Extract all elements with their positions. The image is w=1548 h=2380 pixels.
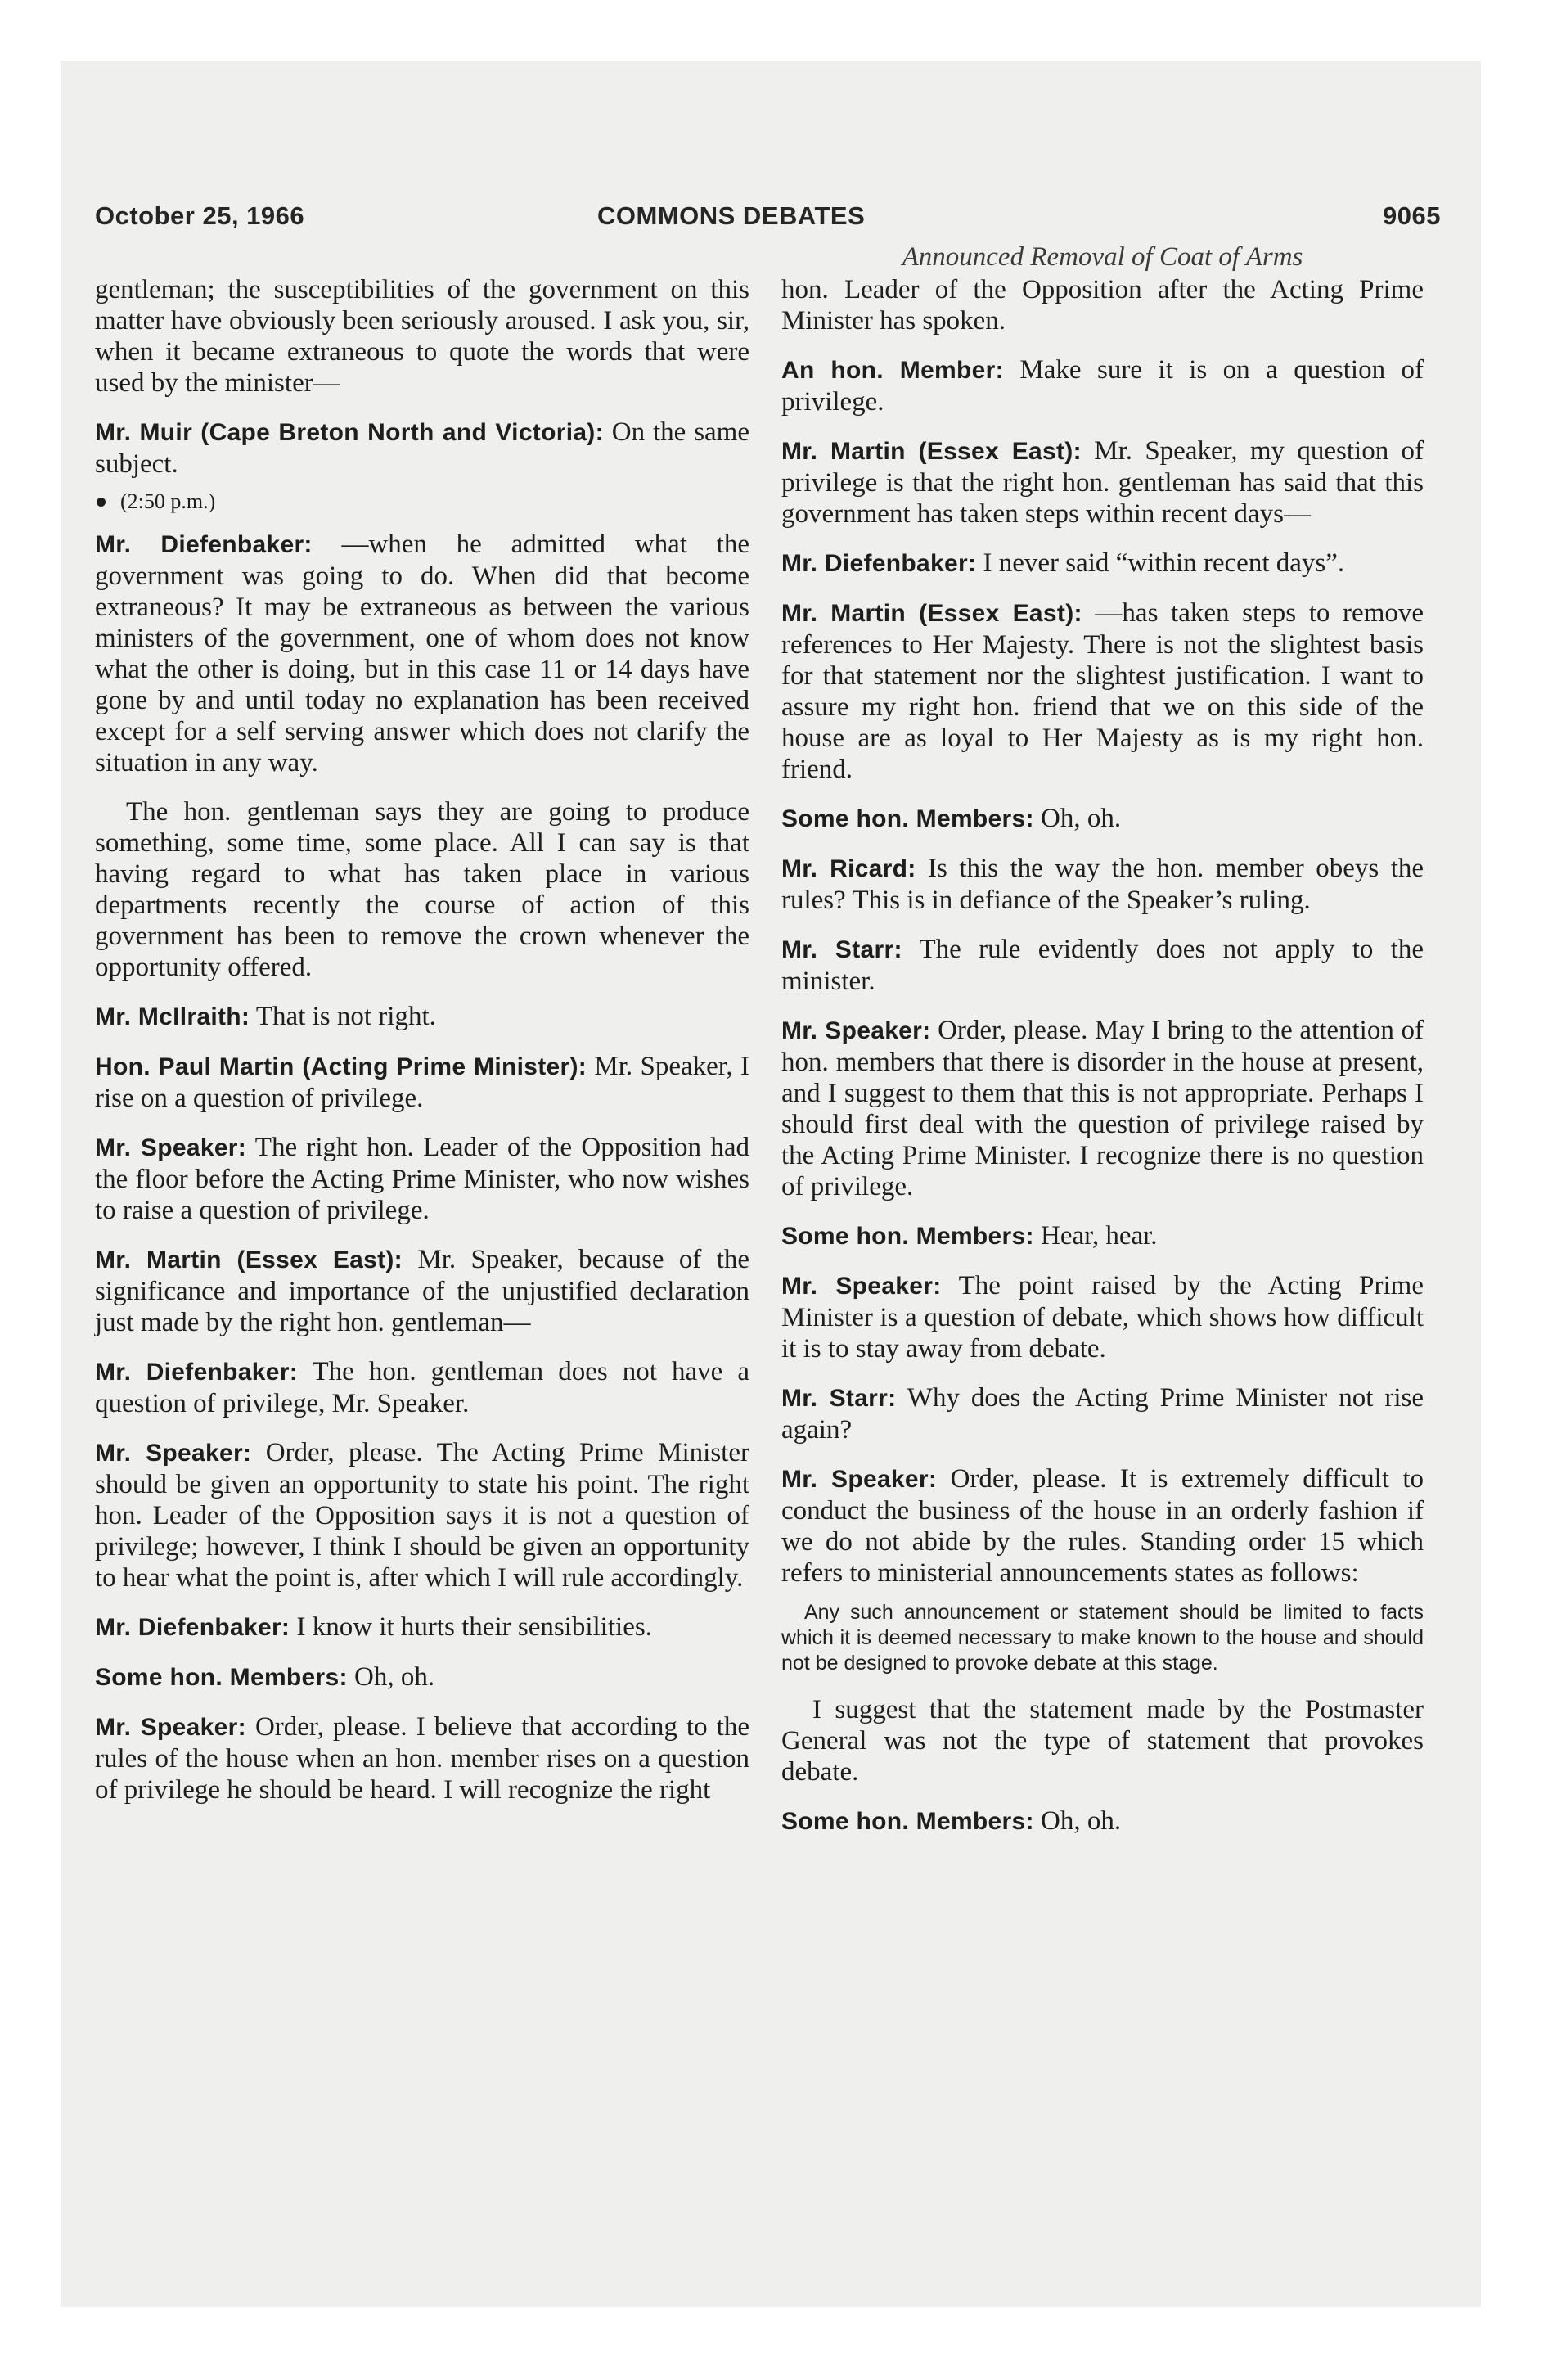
speaker-text: Order, please. I believe that according to the rules of the house when an hon. member rises on a question of privilege he should be heard. I will recognize the right — [95, 1712, 749, 1805]
speaker-text: Hear, hear. — [1041, 1221, 1158, 1251]
page-number: 9065 — [1383, 201, 1441, 230]
paragraph — [781, 597, 1424, 785]
speaker-name: Some hon. Members: — [781, 1223, 1034, 1250]
speaker-name: Mr. Diefenbaker: — [781, 550, 977, 577]
speaker-name: Mr. Diefenbaker: — [95, 1359, 299, 1386]
paragraph — [95, 796, 749, 983]
speaker-name: Mr. McIlraith: — [95, 1003, 250, 1030]
bullet-icon — [97, 498, 106, 507]
speaker-text: I never said “within recent days”. — [983, 548, 1345, 578]
speaker-name: Mr. Speaker: — [95, 1134, 247, 1161]
paragraph — [781, 1220, 1424, 1252]
speaker-text: Order, please. The Acting Prime Minister should be given an opportunity to state his point. The right hon. Leader of the Opposition says it is not a question of privilege; however, I think I should be given an opportunity to hear what the point is, after which I will rule accordingly. — [95, 1438, 749, 1593]
speaker-text: The hon. gentleman says they are going to produce something, some time, some place. All I can say is that having regard to what has taken place in various departments recently the course of action of this government has been to remove the crown whenever the opportunity offered. — [95, 797, 749, 982]
speaker-name: Mr. Muir (Cape Breton North and Victoria): — [95, 419, 604, 446]
paragraph — [95, 274, 749, 399]
paragraph — [95, 1001, 749, 1033]
speaker-text: —has taken steps to remove references to Her Majesty. There is not the slightest basis for that statement nor the slightest justification. I want to assure my right hon. friend that we on this side of the house are as loyal to Her Majesty as is my right hon. friend. — [781, 598, 1424, 784]
paragraph — [781, 548, 1424, 579]
running-head: Announced Removal of Coat of Arms — [902, 242, 1303, 272]
publication-title: COMMONS DEBATES — [597, 201, 866, 230]
speaker-text: Mr. Speaker, I rise on a question of privilege. — [95, 1052, 749, 1113]
speaker-text: Mr. Speaker, because of the significance and importance of the unjustified declaration just made by the right hon. gentleman— — [95, 1245, 750, 1337]
paragraph — [781, 1270, 1424, 1364]
speaker-name: Mr. Speaker: — [781, 1466, 938, 1493]
speaker-name: Hon. Paul Martin (Acting Prime Minister): — [95, 1053, 587, 1080]
paragraph — [781, 934, 1424, 997]
speaker-text: Oh, oh. — [354, 1662, 435, 1692]
speaker-name: Some hon. Members: — [781, 805, 1034, 832]
speaker-name: Mr. Martin (Essex East): — [781, 438, 1082, 465]
speaker-name: Some hon. Members: — [95, 1664, 348, 1691]
paragraph — [781, 354, 1424, 417]
speaker-text: On the same subject. — [95, 417, 750, 479]
speaker-text: The point raised by the Acting Prime Minister is a question of debate, which shows how difficult it is to stay away from debate. — [781, 1271, 1424, 1364]
speaker-text: Make sure it is on a question of privilege. — [781, 355, 1424, 417]
right-column — [781, 274, 1424, 1855]
speaker-text: Order, please. May I bring to the attention of hon. members that there is disorder in the house at present, and I suggest to them that this is not appropriate. Perhaps I should first deal with the question of privilege raised by the Acting Prime Minister. I recognize there is no question of privilege. — [781, 1016, 1424, 1201]
speaker-text: gentleman; the susceptibilities of the government on this matter have obviously been seriously aroused. I ask you, sir, when it became extraneous to quote the words that were used by the minister— — [95, 275, 749, 398]
paragraph — [781, 1015, 1424, 1202]
speaker-name: Mr. Diefenbaker: — [95, 531, 313, 558]
speaker-text: The rule evidently does not apply to the minister. — [781, 935, 1424, 996]
speaker-text: The right hon. Leader of the Opposition had the floor before the Acting Prime Minister, who now wishes to raise a question of privilege. — [95, 1133, 749, 1225]
paragraph — [781, 1805, 1424, 1837]
speaker-name: Mr. Speaker: — [781, 1273, 942, 1300]
speaker-name: Mr. Diefenbaker: — [95, 1614, 290, 1641]
paragraph — [95, 417, 749, 480]
speaker-text: Why does the Acting Prime Minister not rise again? — [781, 1383, 1424, 1445]
speaker-name: Mr. Speaker: — [781, 1017, 931, 1044]
paragraph — [781, 435, 1424, 530]
paragraph — [781, 803, 1424, 835]
speaker-text: I know it hurts their sensibilities. — [296, 1612, 652, 1642]
paragraph — [781, 1463, 1424, 1589]
paragraph — [95, 1356, 749, 1419]
time-stamp: (2:50 p.m.) — [95, 486, 749, 517]
paragraph — [781, 1694, 1424, 1787]
speaker-name: Some hon. Members: — [781, 1808, 1034, 1835]
paragraph — [781, 853, 1424, 916]
speaker-text: hon. Leader of the Opposition after the Acting Prime Minister has spoken. — [781, 275, 1424, 336]
speaker-name: Mr. Speaker: — [95, 1714, 246, 1741]
paragraph — [95, 1437, 749, 1593]
paragraph — [95, 1611, 749, 1643]
standing-order-quote: Any such announcement or statement should be limited to facts which it is deemed necessary to make known to the house and should not be designed to provoke debate at this stage. — [781, 1601, 1424, 1675]
paragraph — [95, 1244, 749, 1338]
page-date: October 25, 1966 — [95, 201, 305, 230]
speaker-text: The hon. gentleman does not have a question of privilege, Mr. Speaker. — [95, 1357, 749, 1418]
speaker-text: Mr. Speaker, my question of privilege is that the right hon. gentleman has said that this government has taken steps within recent days— — [781, 436, 1424, 529]
speaker-name: Mr. Martin (Essex East): — [781, 600, 1082, 627]
speaker-name: Mr. Starr: — [781, 1385, 897, 1412]
paragraph — [95, 1132, 749, 1226]
paragraph — [95, 1051, 749, 1114]
paragraph — [781, 274, 1424, 336]
speaker-text: That is not right. — [255, 1002, 436, 1031]
paragraph — [95, 1711, 749, 1805]
speaker-name: Mr. Speaker: — [95, 1440, 252, 1467]
speaker-text: Oh, oh. — [1041, 804, 1122, 833]
speaker-text: Is this the way the hon. member obeys the rules? This is in defiance of the Speaker’s ruling. — [781, 854, 1424, 915]
speaker-name: Mr. Ricard: — [781, 855, 916, 882]
speaker-name: An hon. Member: — [781, 357, 1004, 384]
speaker-text: I suggest that the statement made by the Postmaster General was not the type of statement that provokes debate. — [781, 1695, 1424, 1787]
speaker-name: Mr. Starr: — [781, 936, 902, 963]
speaker-text: Oh, oh. — [1041, 1806, 1122, 1836]
speaker-text: Order, please. It is extremely difficult to conduct the business of the house in an orderly fashion if we do not abide by the rules. Standing order 15 which refers to ministerial announcements states as follows: — [781, 1464, 1424, 1588]
speaker-text: —when he admitted what the government was going to do. When did that become extraneous? It may be extraneous as between the various ministers of the government, one of whom does not know what the other is doing, but in this case 11 or 14 days have gone by and until today no explanation has been received except for a self serving answer which does not clarify the situation in any way. — [95, 530, 749, 778]
speaker-name: Mr. Martin (Essex East): — [95, 1246, 403, 1273]
paragraph — [781, 1382, 1424, 1445]
left-column — [95, 274, 749, 1823]
paragraph — [95, 1661, 749, 1693]
paragraph — [95, 529, 749, 778]
